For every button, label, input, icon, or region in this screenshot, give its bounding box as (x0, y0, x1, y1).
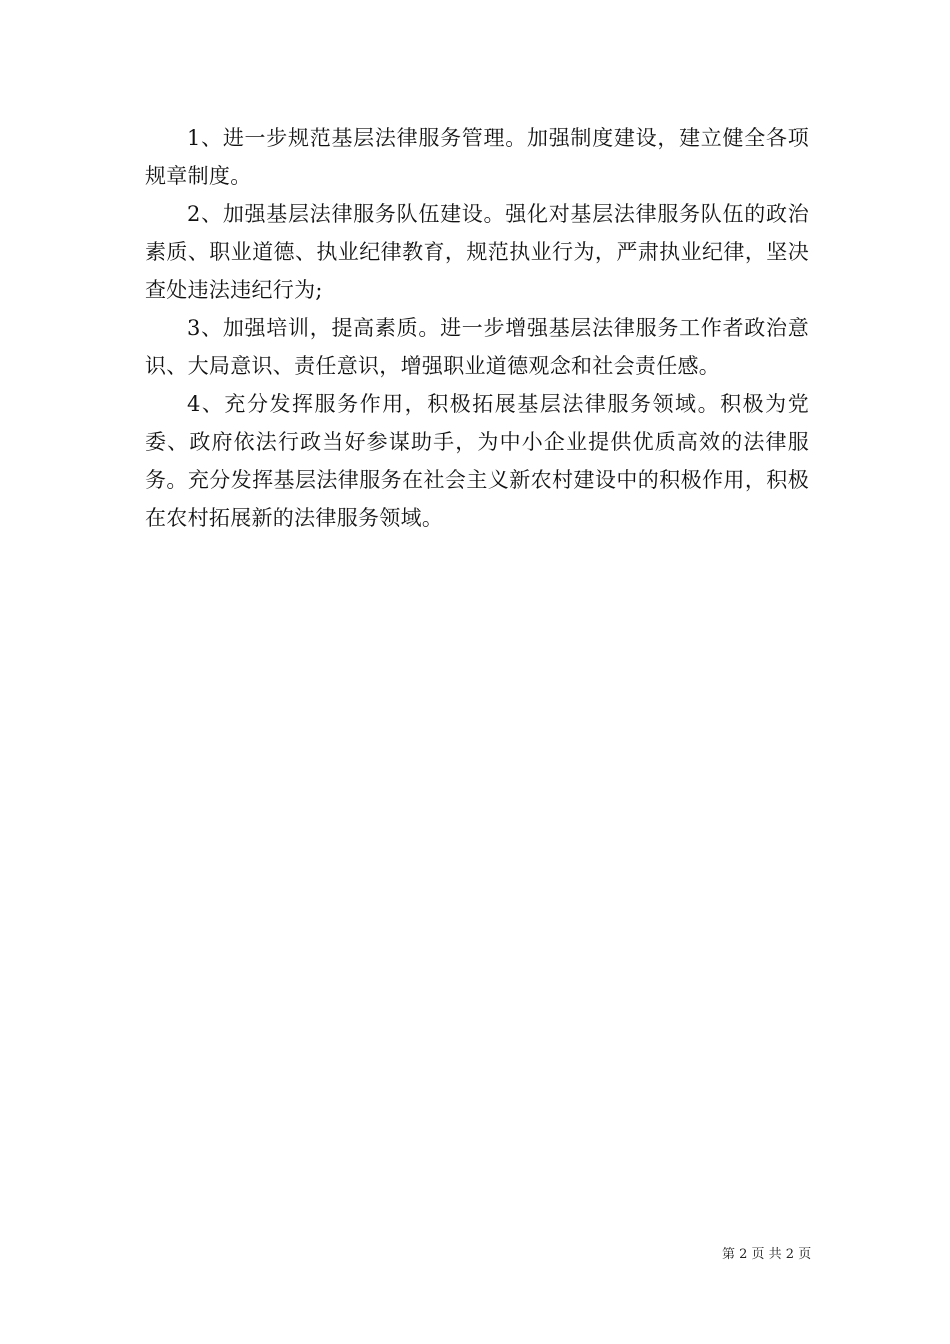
paragraph-2: 2、加强基层法律服务队伍建设。强化对基层法律服务队伍的政治素质、职业道德、执业纪律教育，规范执业行为，严肃执业纪律，坚决查处违法违纪行为; (145, 202, 809, 302)
paragraph-1: 1、进一步规范基层法律服务管理。加强制度建设，建立健全各项规章制度。 (145, 126, 809, 188)
paragraph-4: 4、充分发挥服务作用，积极拓展基层法律服务领域。积极为党委、政府依法行政当好参谋助手，为中小企业提供优质高效的法律服务。充分发挥基层法律服务在社会主义新农村建设中的积极作用，积极在农村拓展新的法律服务领域。 (145, 392, 809, 530)
paragraph-3: 3、加强培训，提高素质。进一步增强基层法律服务工作者政治意识、大局意识、责任意识，增强职业道德观念和社会责任感。 (145, 316, 809, 378)
page-number-footer: 第 2 页 共 2 页 (722, 1247, 812, 1262)
document-body (145, 119, 809, 537)
